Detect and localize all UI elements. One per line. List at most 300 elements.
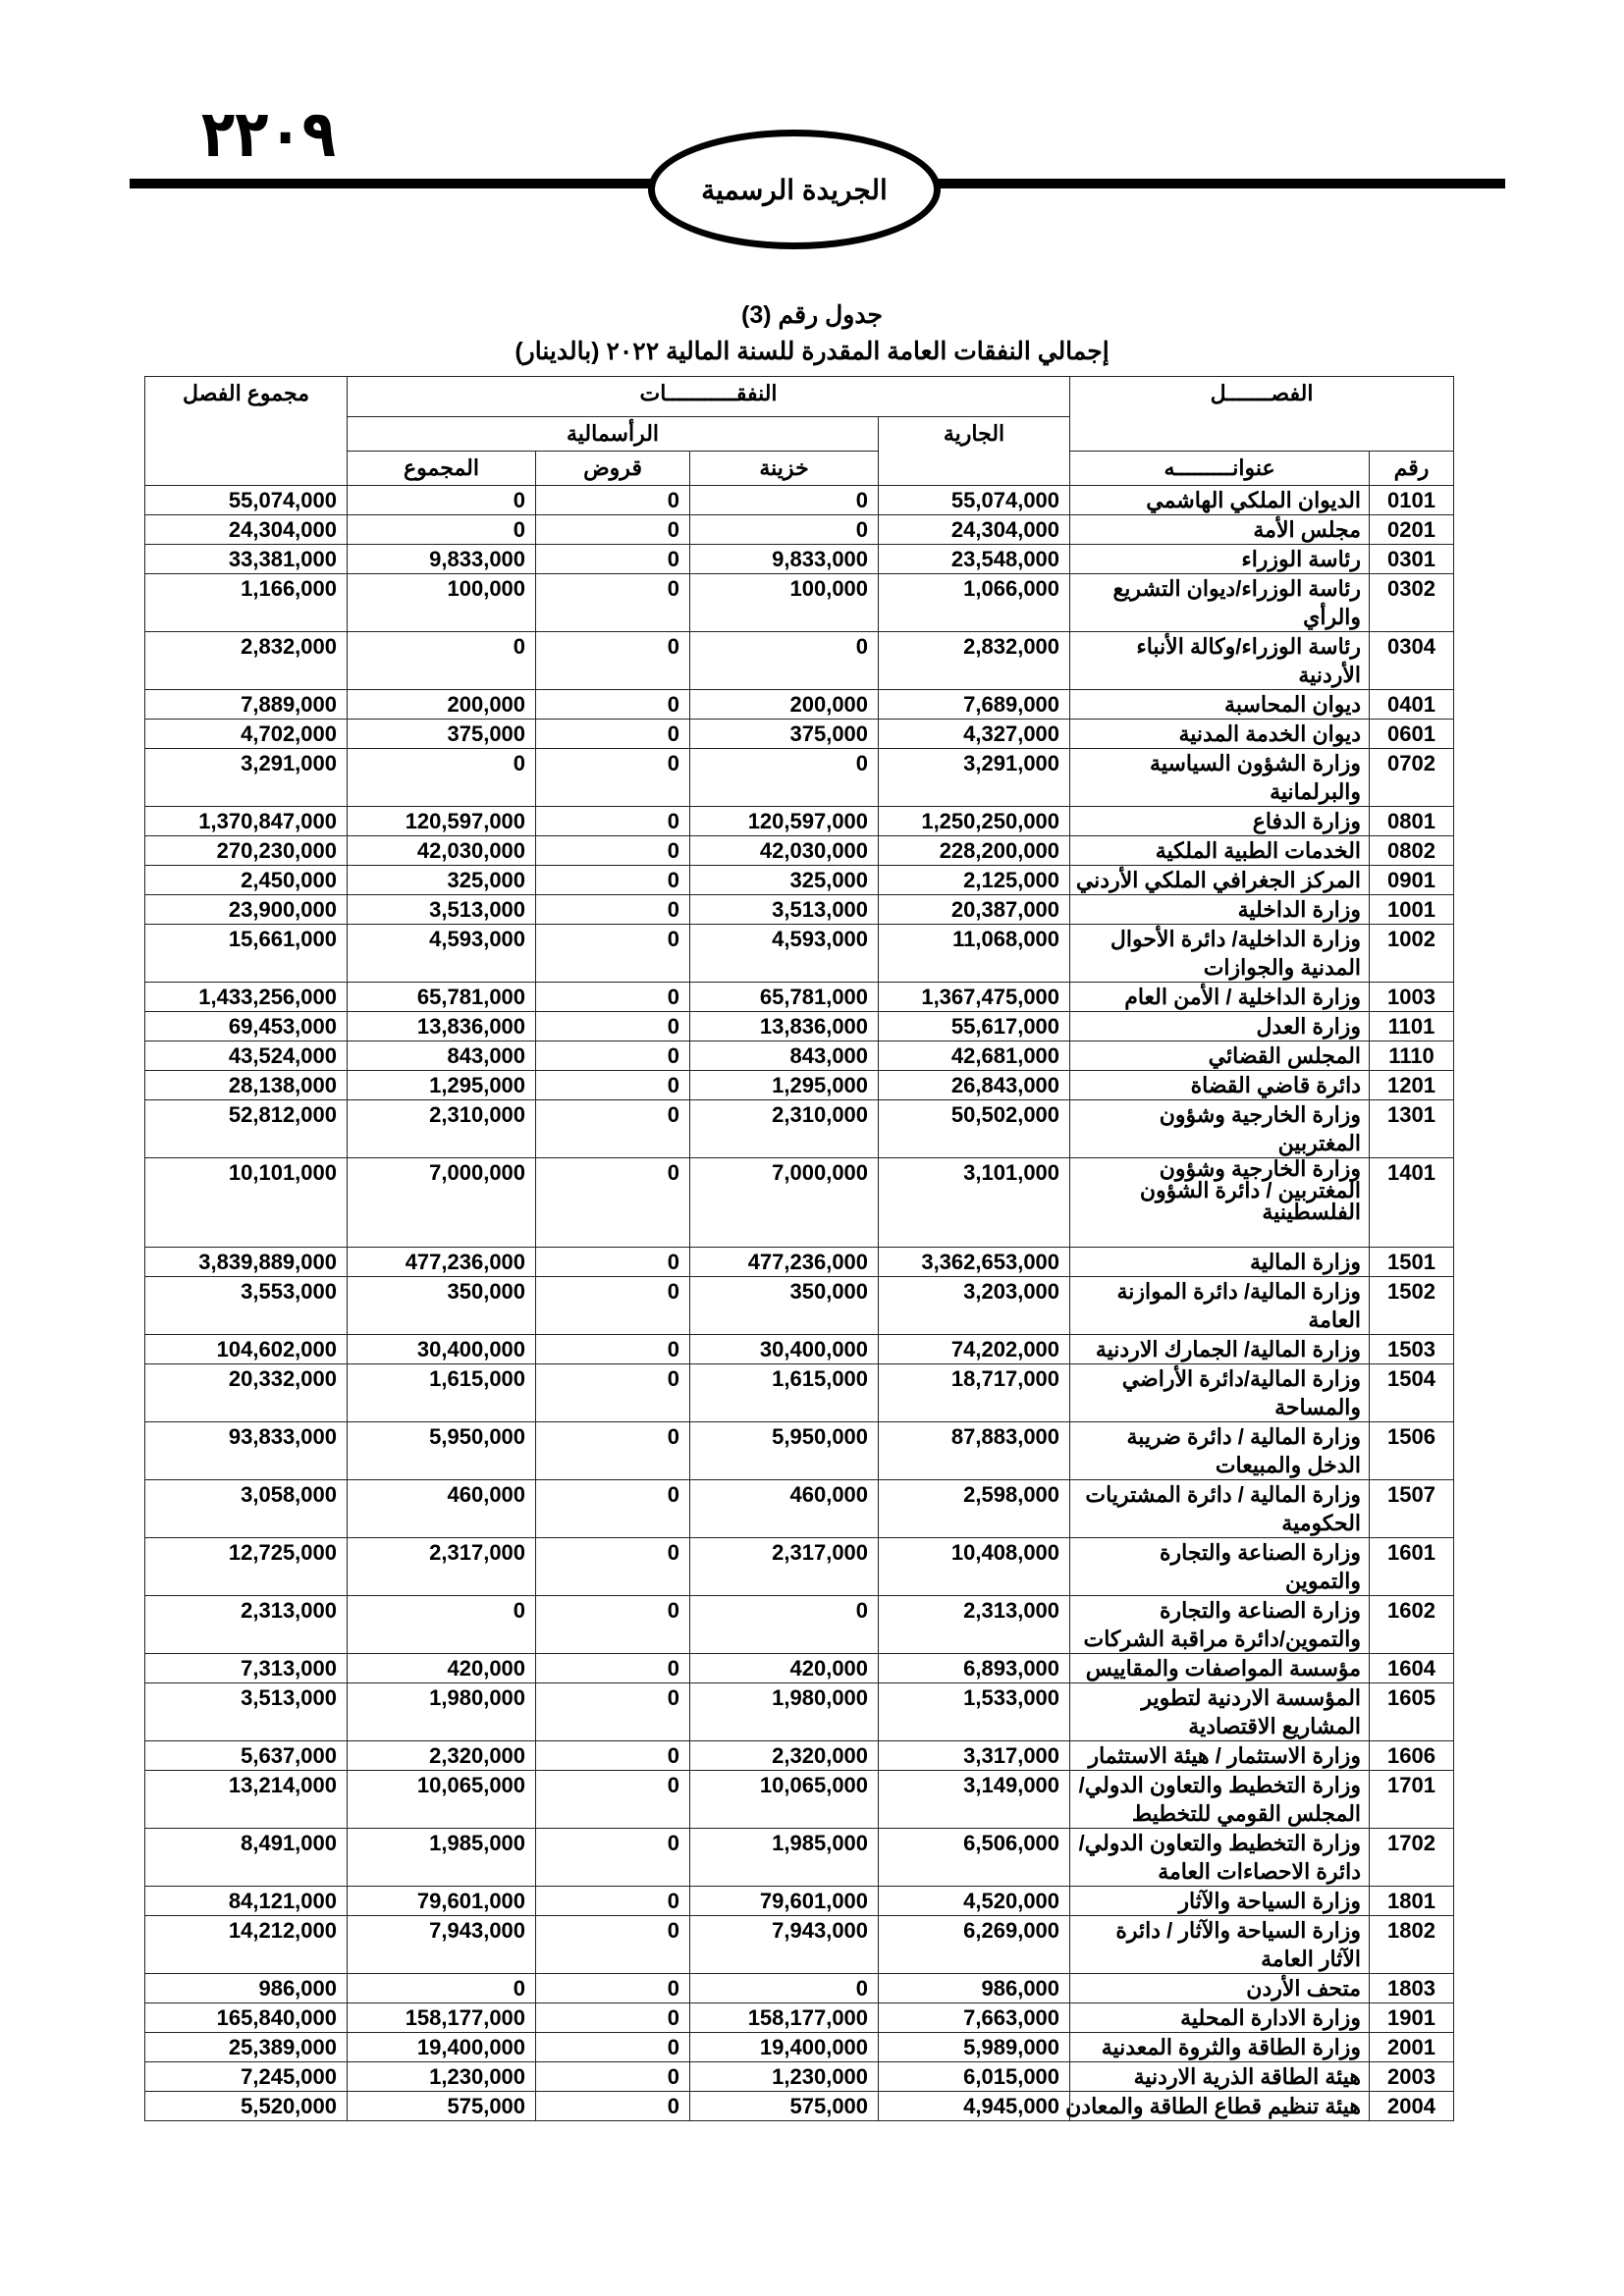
chapter-total: 3,553,000 (145, 1277, 348, 1335)
chapter-code: 2001 (1370, 2033, 1454, 2062)
capital-loans: 0 (536, 1335, 690, 1364)
table-row (145, 545, 1454, 574)
current-expense: 3,149,000 (879, 1771, 1070, 1829)
chapter-code: 1501 (1370, 1248, 1454, 1277)
current-expense: 6,506,000 (879, 1829, 1070, 1887)
capital-loans: 0 (536, 2092, 690, 2121)
capital-loans: 0 (536, 1071, 690, 1100)
capital-treasury: 325,000 (690, 866, 879, 895)
chapter-name (1070, 1771, 1370, 1829)
chapter-name (1070, 1277, 1370, 1335)
capital-treasury: 2,310,000 (690, 1100, 879, 1158)
chapter-total: 28,138,000 (145, 1071, 348, 1100)
chapter-name (1070, 720, 1370, 749)
chapter-name-line: وزارة المالية (1250, 1250, 1362, 1274)
chapter-total: 1,166,000 (145, 574, 348, 632)
capital-treasury: 30,400,000 (690, 1335, 879, 1364)
current-expense: 7,663,000 (879, 2003, 1070, 2033)
current-expense: 2,125,000 (879, 866, 1070, 895)
capital-total: 200,000 (348, 690, 536, 720)
chapter-total: 12,725,000 (145, 1538, 348, 1596)
chapter-name-line: والبرلمانية (1270, 779, 1362, 804)
chapter-name (1070, 1741, 1370, 1771)
current-expense: 986,000 (879, 1974, 1070, 2003)
chapter-name-line: وزارة الدفاع (1252, 809, 1362, 833)
capital-loans: 0 (536, 1654, 690, 1683)
capital-loans: 0 (536, 1158, 690, 1248)
capital-treasury: 477,236,000 (690, 1248, 879, 1277)
chapter-name-line: رئاسة الوزراء/وكالة الأنباء (1136, 634, 1362, 659)
chapter-name (1070, 1364, 1370, 1422)
chapter-name-line: وزارة الداخلية (1237, 897, 1362, 922)
table-row (145, 1974, 1454, 2003)
capital-loans: 0 (536, 1480, 690, 1538)
chapter-name (1070, 1829, 1370, 1887)
table-row (145, 2003, 1454, 2033)
chapter-code: 1101 (1370, 1012, 1454, 1041)
chapter-code: 1507 (1370, 1480, 1454, 1538)
chapter-total: 33,381,000 (145, 545, 348, 574)
chapter-name (1070, 983, 1370, 1012)
chapter-total: 4,702,000 (145, 720, 348, 749)
chapter-name-line: ديوان المحاسبة (1224, 692, 1362, 717)
capital-treasury: 158,177,000 (690, 2003, 879, 2033)
capital-loans: 0 (536, 1041, 690, 1071)
current-expense: 7,689,000 (879, 690, 1070, 720)
chapter-code: 0101 (1370, 486, 1454, 515)
chapter-code: 0801 (1370, 807, 1454, 836)
table-row (145, 1335, 1454, 1364)
chapter-code: 1201 (1370, 1071, 1454, 1100)
current-expense: 23,548,000 (879, 545, 1070, 574)
chapter-name-line: الأردنية (1298, 663, 1362, 687)
table-row (145, 1277, 1454, 1335)
capital-total: 2,317,000 (348, 1538, 536, 1596)
capital-total: 843,000 (348, 1041, 536, 1071)
chapter-code: 1401 (1370, 1158, 1454, 1248)
chapter-name (1070, 1012, 1370, 1041)
chapter-name-line: المغتربين / دائرة الشؤون (1139, 1178, 1362, 1202)
current-expense: 24,304,000 (879, 515, 1070, 545)
capital-treasury: 420,000 (690, 1654, 879, 1683)
chapter-name-line: والرأي (1303, 605, 1362, 629)
chapter-code: 1506 (1370, 1422, 1454, 1480)
chapter-name-line: دائرة الاحصاءات العامة (1158, 1859, 1362, 1884)
current-expense: 74,202,000 (879, 1335, 1070, 1364)
chapter-name-line: المؤسسة الاردنية لتطوير (1141, 1685, 1362, 1710)
capital-total: 0 (348, 632, 536, 690)
chapter-total: 20,332,000 (145, 1364, 348, 1422)
capital-total: 1,295,000 (348, 1071, 536, 1100)
current-expense: 1,533,000 (879, 1683, 1070, 1741)
capital-loans: 0 (536, 1916, 690, 1974)
capital-loans: 0 (536, 1012, 690, 1041)
chapter-name-line: وزارة الاستثمار / هيئة الاستثمار (1088, 1743, 1362, 1768)
chapter-name-line: وزارة الداخلية/ دائرة الأحوال (1110, 927, 1362, 951)
chapter-code: 1003 (1370, 983, 1454, 1012)
capital-total: 1,230,000 (348, 2062, 536, 2092)
chapter-name-line: وزارة الخارجية وشؤون (1159, 1102, 1362, 1127)
capital-total: 0 (348, 749, 536, 807)
chapter-code: 0702 (1370, 749, 1454, 807)
chapter-name-line: وزارة الادارة المحلية (1180, 2005, 1362, 2030)
chapter-name-line: وزارة المالية/ دائرة الموازنة (1116, 1279, 1362, 1304)
table-row (145, 515, 1454, 545)
chapter-name-line: والمساحة (1274, 1395, 1362, 1419)
chapter-name-line: وزارة المالية/ الجمارك الاردنية (1095, 1337, 1362, 1362)
capital-total: 120,597,000 (348, 807, 536, 836)
capital-total: 420,000 (348, 1654, 536, 1683)
chapter-total: 23,900,000 (145, 895, 348, 925)
current-expense: 3,101,000 (879, 1158, 1070, 1248)
chapter-name (1070, 1887, 1370, 1916)
masthead-title: الجريدة الرسمية (701, 174, 888, 205)
capital-loans: 0 (536, 807, 690, 836)
table-row (145, 1887, 1454, 1916)
header-capital-total: المجموع (348, 452, 536, 486)
chapter-total: 7,889,000 (145, 690, 348, 720)
chapter-name (1070, 1916, 1370, 1974)
capital-treasury: 7,000,000 (690, 1158, 879, 1248)
current-expense: 55,617,000 (879, 1012, 1070, 1041)
capital-total: 0 (348, 1974, 536, 2003)
chapter-name (1070, 1654, 1370, 1683)
header-number: رقم (1370, 452, 1454, 486)
capital-treasury: 100,000 (690, 574, 879, 632)
capital-total: 4,593,000 (348, 925, 536, 983)
chapter-name (1070, 1538, 1370, 1596)
capital-total: 477,236,000 (348, 1248, 536, 1277)
chapter-code: 1502 (1370, 1277, 1454, 1335)
chapter-code: 1901 (1370, 2003, 1454, 2033)
capital-treasury: 1,230,000 (690, 2062, 879, 2092)
capital-total: 0 (348, 1596, 536, 1654)
chapter-name-line: هيئة الطاقة الذرية الاردنية (1133, 2064, 1362, 2089)
table-row (145, 690, 1454, 720)
chapter-total: 270,230,000 (145, 836, 348, 866)
chapter-name-line: الديوان الملكي الهاشمي (1146, 488, 1362, 512)
table-row (145, 1480, 1454, 1538)
capital-treasury: 0 (690, 1974, 879, 2003)
capital-total: 5,950,000 (348, 1422, 536, 1480)
current-expense: 3,291,000 (879, 749, 1070, 807)
current-expense: 2,598,000 (879, 1480, 1070, 1538)
header-expenses: النفقـــــــــــات (348, 377, 1070, 417)
capital-treasury: 65,781,000 (690, 983, 879, 1012)
chapter-total: 8,491,000 (145, 1829, 348, 1887)
chapter-name (1070, 1480, 1370, 1538)
capital-total: 1,985,000 (348, 1829, 536, 1887)
table-row (145, 486, 1454, 515)
chapter-name (1070, 690, 1370, 720)
capital-loans: 0 (536, 486, 690, 515)
current-expense: 18,717,000 (879, 1364, 1070, 1422)
capital-treasury: 1,615,000 (690, 1364, 879, 1422)
capital-treasury: 3,513,000 (690, 895, 879, 925)
chapter-total: 986,000 (145, 1974, 348, 2003)
chapter-name-line: وزارة الخارجية وشؤون (1159, 1156, 1362, 1181)
chapter-total: 3,058,000 (145, 1480, 348, 1538)
capital-total: 13,836,000 (348, 1012, 536, 1041)
table-row (145, 632, 1454, 690)
chapter-code: 0201 (1370, 515, 1454, 545)
chapter-name (1070, 1041, 1370, 1071)
chapter-total: 5,520,000 (145, 2092, 348, 2121)
table-row (145, 983, 1454, 1012)
table-row (145, 2033, 1454, 2062)
capital-total: 30,400,000 (348, 1335, 536, 1364)
chapter-total: 84,121,000 (145, 1887, 348, 1916)
chapter-name-line: ديوان الخدمة المدنية (1178, 721, 1362, 746)
capital-loans: 0 (536, 925, 690, 983)
chapter-name-line: وزارة المالية/دائرة الأراضي (1121, 1366, 1362, 1391)
chapter-name-line: مجلس الأمة (1253, 517, 1362, 542)
chapter-total: 5,637,000 (145, 1741, 348, 1771)
capital-treasury: 2,317,000 (690, 1538, 879, 1596)
chapter-name-line: هيئة تنظيم قطاع الطاقة والمعادن (1065, 2094, 1362, 2118)
chapter-total: 55,074,000 (145, 486, 348, 515)
chapter-name-line: مؤسسة المواصفات والمقاييس (1085, 1656, 1362, 1681)
table-row (145, 1100, 1454, 1158)
chapter-name-line: وزارة الصناعة والتجارة (1160, 1598, 1362, 1623)
table-row (145, 1771, 1454, 1829)
capital-loans: 0 (536, 749, 690, 807)
chapter-total: 2,313,000 (145, 1596, 348, 1654)
chapter-name-line: وزارة الطاقة والثروة المعدنية (1101, 2035, 1362, 2059)
chapter-total: 1,433,256,000 (145, 983, 348, 1012)
chapter-name-line: الحكومية (1281, 1511, 1362, 1535)
capital-loans: 0 (536, 1974, 690, 2003)
capital-loans: 0 (536, 895, 690, 925)
chapter-code: 1301 (1370, 1100, 1454, 1158)
chapter-name (1070, 807, 1370, 836)
capital-treasury: 0 (690, 632, 879, 690)
chapter-name (1070, 1422, 1370, 1480)
current-expense: 228,200,000 (879, 836, 1070, 866)
chapter-name (1070, 749, 1370, 807)
chapter-name-line: وزارة الداخلية / الأمن العام (1124, 985, 1362, 1009)
chapter-code: 1701 (1370, 1771, 1454, 1829)
chapter-name (1070, 2062, 1370, 2092)
chapter-name (1070, 836, 1370, 866)
chapter-code: 1110 (1370, 1041, 1454, 1071)
capital-total: 158,177,000 (348, 2003, 536, 2033)
current-expense: 26,843,000 (879, 1071, 1070, 1100)
chapter-name (1070, 1248, 1370, 1277)
capital-treasury: 350,000 (690, 1277, 879, 1335)
chapter-name (1065, 2092, 1370, 2121)
capital-treasury: 1,980,000 (690, 1683, 879, 1741)
current-expense: 50,502,000 (879, 1100, 1070, 1158)
chapter-name-line: وزارة الشؤون السياسية (1150, 751, 1362, 775)
capital-total: 2,320,000 (348, 1741, 536, 1771)
current-expense: 6,893,000 (879, 1654, 1070, 1683)
capital-loans: 0 (536, 1100, 690, 1158)
capital-treasury: 42,030,000 (690, 836, 879, 866)
chapter-name (1070, 1596, 1370, 1654)
chapter-code: 1504 (1370, 1364, 1454, 1422)
capital-loans: 0 (536, 690, 690, 720)
table-title: جدول رقم (3) (741, 301, 883, 329)
capital-loans: 0 (536, 1741, 690, 1771)
capital-loans: 0 (536, 545, 690, 574)
chapter-name-line: وزارة المالية / دائرة ضريبة (1126, 1424, 1362, 1449)
capital-treasury: 0 (690, 515, 879, 545)
chapter-name (1070, 1335, 1370, 1364)
capital-treasury: 575,000 (690, 2092, 879, 2121)
chapter-name-line: المغتربين (1277, 1131, 1362, 1155)
capital-treasury: 2,320,000 (690, 1741, 879, 1771)
capital-total: 0 (348, 515, 536, 545)
capital-treasury: 7,943,000 (690, 1916, 879, 1974)
capital-treasury: 843,000 (690, 1041, 879, 1071)
chapter-code: 1503 (1370, 1335, 1454, 1364)
chapter-code: 1801 (1370, 1887, 1454, 1916)
chapter-total: 13,214,000 (145, 1771, 348, 1829)
chapter-code: 0401 (1370, 690, 1454, 720)
current-expense: 3,317,000 (879, 1741, 1070, 1771)
capital-total: 7,943,000 (348, 1916, 536, 1974)
chapter-total: 2,450,000 (145, 866, 348, 895)
chapter-total: 43,524,000 (145, 1041, 348, 1071)
chapter-name (1070, 515, 1370, 545)
chapter-name-line: الدخل والمبيعات (1215, 1453, 1362, 1477)
chapter-code: 1601 (1370, 1538, 1454, 1596)
table-row (145, 925, 1454, 983)
chapter-code: 0601 (1370, 720, 1454, 749)
chapter-total: 2,832,000 (145, 632, 348, 690)
table-row (145, 1364, 1454, 1422)
chapter-name-line: وزارة التخطيط والتعاون الدولي/ (1078, 1773, 1362, 1797)
capital-loans: 0 (536, 1771, 690, 1829)
current-expense: 4,520,000 (879, 1887, 1070, 1916)
capital-treasury: 1,295,000 (690, 1071, 879, 1100)
chapter-name (1070, 1100, 1370, 1158)
chapter-code: 0302 (1370, 574, 1454, 632)
table-row (145, 2092, 1454, 2121)
capital-total: 7,000,000 (348, 1158, 536, 1248)
chapter-name-line: رئاسة الوزراء (1241, 547, 1362, 571)
chapter-total: 3,839,889,000 (145, 1248, 348, 1277)
table-row (145, 895, 1454, 925)
capital-loans: 0 (536, 983, 690, 1012)
chapter-name-line: الخدمات الطبية الملكية (1155, 838, 1362, 863)
current-expense: 87,883,000 (879, 1422, 1070, 1480)
capital-total: 2,310,000 (348, 1100, 536, 1158)
capital-total: 9,833,000 (348, 545, 536, 574)
chapter-code: 0301 (1370, 545, 1454, 574)
current-expense: 1,250,250,000 (879, 807, 1070, 836)
table-row (145, 749, 1454, 807)
chapter-name-line: المجلس القومي للتخطيط (1131, 1801, 1362, 1826)
table-row (145, 2062, 1454, 2092)
chapter-name-line: رئاسة الوزراء/ديوان التشريع (1112, 576, 1362, 601)
page-number: ٢٢٠٩ (201, 96, 336, 172)
capital-treasury: 0 (690, 749, 879, 807)
capital-total: 575,000 (348, 2092, 536, 2121)
capital-loans: 0 (536, 1364, 690, 1422)
chapter-name (1070, 1071, 1370, 1100)
masthead-emblem (648, 130, 941, 249)
header-current: الجارية (879, 417, 1070, 486)
chapter-code: 0802 (1370, 836, 1454, 866)
chapter-name-line: المدنية والجوازات (1203, 955, 1362, 980)
capital-treasury: 13,836,000 (690, 1012, 879, 1041)
table-row (145, 1829, 1454, 1887)
capital-loans: 0 (536, 574, 690, 632)
current-expense: 2,313,000 (879, 1596, 1070, 1654)
current-expense: 3,362,653,000 (879, 1248, 1070, 1277)
chapter-total: 24,304,000 (145, 515, 348, 545)
chapter-code: 1602 (1370, 1596, 1454, 1654)
capital-loans: 0 (536, 720, 690, 749)
table-subtitle: إجمالي النفقات العامة المقدرة للسنة المالية ٢٠٢٢ (بالدينار) (514, 338, 1110, 365)
table-row (145, 1741, 1454, 1771)
table-row (145, 1012, 1454, 1041)
chapter-total: 3,291,000 (145, 749, 348, 807)
chapter-name (1070, 895, 1370, 925)
chapter-name (1070, 1974, 1370, 2003)
table-row (145, 1071, 1454, 1100)
chapter-name-line: والتموين (1284, 1569, 1362, 1593)
chapter-name-line: وزارة المالية / دائرة المشتريات (1085, 1482, 1362, 1507)
chapter-name (1070, 925, 1370, 983)
chapter-name (1070, 2033, 1370, 2062)
chapter-total: 3,513,000 (145, 1683, 348, 1741)
chapter-name (1070, 486, 1370, 515)
capital-loans: 0 (536, 1248, 690, 1277)
capital-total: 1,615,000 (348, 1364, 536, 1422)
table-row (145, 866, 1454, 895)
table-row (145, 836, 1454, 866)
chapter-total: 7,313,000 (145, 1654, 348, 1683)
capital-loans: 0 (536, 866, 690, 895)
capital-loans: 0 (536, 1422, 690, 1480)
header-capital: الرأسمالية (348, 417, 879, 452)
chapter-code: 2003 (1370, 2062, 1454, 2092)
capital-treasury: 5,950,000 (690, 1422, 879, 1480)
capital-treasury: 0 (690, 1596, 879, 1654)
chapter-name-line: المركز الجغرافي الملكي الأردني (1075, 868, 1362, 892)
capital-treasury: 4,593,000 (690, 925, 879, 983)
capital-total: 42,030,000 (348, 836, 536, 866)
table-row (145, 574, 1454, 632)
chapter-code: 0901 (1370, 866, 1454, 895)
header-loans: قروض (536, 452, 690, 486)
table-row (145, 1596, 1454, 1654)
chapter-name-line: دائرة قاضي القضاة (1190, 1073, 1362, 1097)
chapter-name-line: وزارة السياحة والآثار (1178, 1889, 1362, 1913)
capital-treasury: 375,000 (690, 720, 879, 749)
chapter-total: 93,833,000 (145, 1422, 348, 1480)
capital-total: 375,000 (348, 720, 536, 749)
capital-loans: 0 (536, 2003, 690, 2033)
capital-loans: 0 (536, 632, 690, 690)
chapter-name-line: وزارة التخطيط والتعاون الدولي/ (1078, 1831, 1362, 1855)
capital-total: 1,980,000 (348, 1683, 536, 1741)
header-chapter: الفصـــــــل (1070, 377, 1454, 452)
chapter-name-line: العامة (1308, 1308, 1362, 1332)
current-expense: 3,203,000 (879, 1277, 1070, 1335)
capital-total: 325,000 (348, 866, 536, 895)
chapter-code: 1802 (1370, 1916, 1454, 1974)
expenditure-table (144, 376, 1454, 2121)
chapter-total: 25,389,000 (145, 2033, 348, 2062)
capital-treasury: 120,597,000 (690, 807, 879, 836)
current-expense: 11,068,000 (879, 925, 1070, 983)
current-expense: 6,269,000 (879, 1916, 1070, 1974)
capital-total: 79,601,000 (348, 1887, 536, 1916)
